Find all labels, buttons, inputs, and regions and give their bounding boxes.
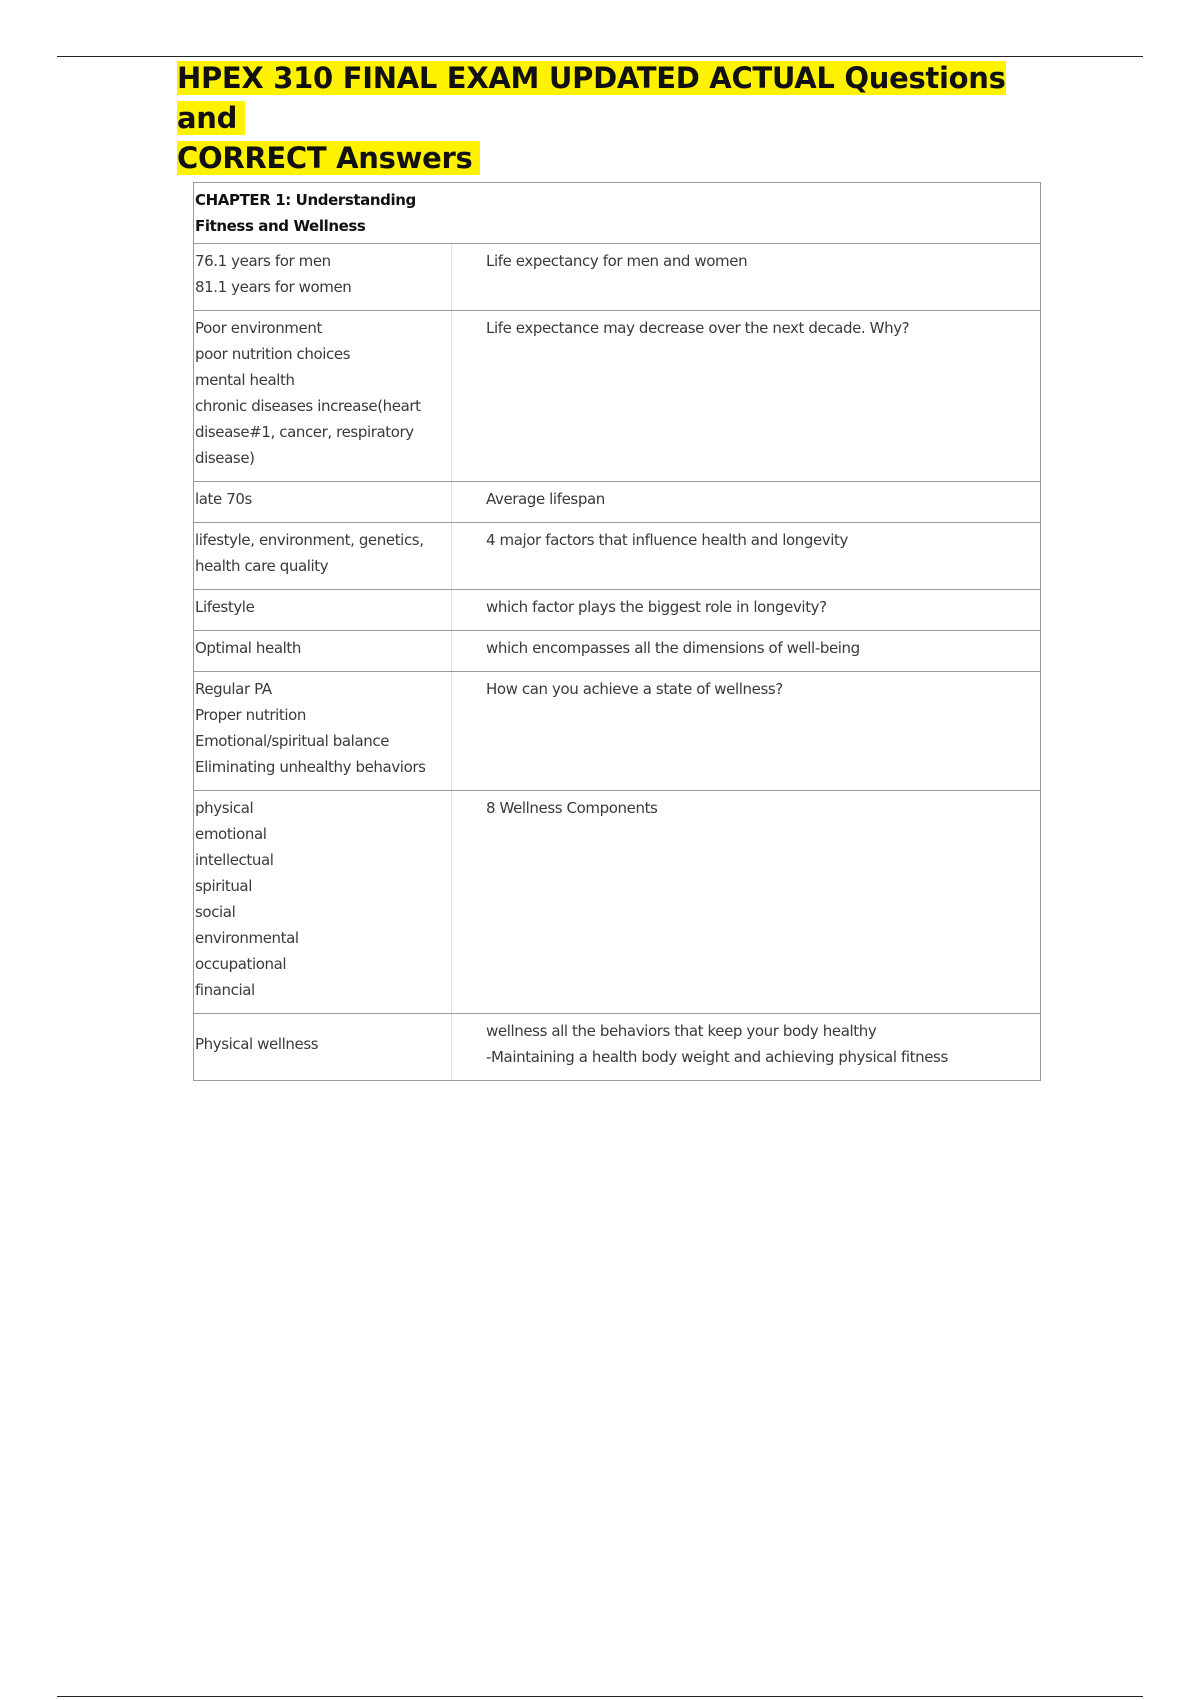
question-line: Life expectancy for men and women — [486, 252, 748, 270]
question-line: wellness all the behaviors that keep your body healthy — [486, 1022, 877, 1040]
answer-line: Eliminating unhealthy behaviors — [195, 758, 426, 776]
question-line: which factor plays the biggest role in longevity? — [486, 598, 827, 616]
answer-line: Regular PA — [195, 680, 272, 698]
answer-cell — [194, 482, 452, 523]
answer-line: Proper nutrition — [195, 706, 307, 724]
answer-line: chronic diseases increase(heart — [195, 397, 421, 415]
answer-line: social — [195, 903, 236, 921]
chapter-heading-line-2: Fitness and Wellness — [195, 217, 366, 235]
answer-line: poor nutrition choices — [195, 345, 351, 363]
title-line-1: HPEX 310 FINAL EXAM UPDATED ACTUAL Questions and — [177, 61, 1006, 135]
answer-cell — [194, 523, 452, 590]
answer-cell — [194, 244, 452, 311]
answer-line: mental health — [195, 371, 295, 389]
question-cell — [452, 590, 1041, 631]
answer-line: occupational — [195, 955, 287, 973]
answer-line: 81.1 years for women — [195, 278, 352, 296]
answer-line: Emotional/spiritual balance — [195, 732, 390, 750]
table-row — [194, 311, 1041, 482]
answer-line: Physical wellness — [195, 1035, 319, 1053]
answer-line: environmental — [195, 929, 299, 947]
answer-line: health care quality — [195, 557, 329, 575]
question-cell — [452, 672, 1041, 791]
table-row — [194, 1014, 1041, 1081]
answer-cell — [194, 631, 452, 672]
table-row — [194, 791, 1041, 1014]
question-line: 8 Wellness Components — [486, 799, 658, 817]
chapter-heading — [194, 183, 1041, 244]
question-line: Average lifespan — [486, 490, 605, 508]
answer-cell — [194, 311, 452, 482]
question-cell — [452, 791, 1041, 1014]
answer-cell — [194, 672, 452, 791]
answer-line: spiritual — [195, 877, 252, 895]
answer-cell — [194, 1014, 452, 1081]
chapter-heading-line-1: CHAPTER 1: Understanding — [195, 191, 416, 209]
question-line: How can you achieve a state of wellness? — [486, 680, 783, 698]
title-line-2: CORRECT Answers — [177, 141, 480, 175]
table-row — [194, 631, 1041, 672]
qa-table — [193, 182, 1041, 1081]
answer-line: lifestyle, environment, genetics, — [195, 531, 424, 549]
bottom-rule — [57, 1696, 1143, 1697]
answer-line: Lifestyle — [195, 598, 255, 616]
question-cell — [452, 482, 1041, 523]
answer-cell — [194, 590, 452, 631]
table-row — [194, 523, 1041, 590]
document-title — [177, 58, 1057, 178]
answer-line: late 70s — [195, 490, 252, 508]
answer-line: disease) — [195, 449, 255, 467]
table-row — [194, 590, 1041, 631]
question-line: Life expectance may decrease over the next decade. Why? — [486, 319, 910, 337]
table-row — [194, 482, 1041, 523]
chapter-header-row — [194, 183, 1041, 244]
answer-line: 76.1 years for men — [195, 252, 331, 270]
answer-line: disease#1, cancer, respiratory — [195, 423, 414, 441]
table-row — [194, 244, 1041, 311]
answer-line: Optimal health — [195, 639, 301, 657]
question-cell — [452, 631, 1041, 672]
question-line: which encompasses all the dimensions of well-being — [486, 639, 860, 657]
answer-line: physical — [195, 799, 254, 817]
question-cell — [452, 523, 1041, 590]
top-rule — [57, 56, 1143, 57]
answer-line: emotional — [195, 825, 267, 843]
question-line: 4 major factors that influence health and longevity — [486, 531, 849, 549]
table-row — [194, 672, 1041, 791]
answer-line: intellectual — [195, 851, 274, 869]
question-cell — [452, 244, 1041, 311]
question-line: -Maintaining a health body weight and achieving physical fitness — [486, 1048, 948, 1066]
question-cell — [452, 311, 1041, 482]
answer-line: Poor environment — [195, 319, 322, 337]
answer-line: financial — [195, 981, 255, 999]
answer-cell — [194, 791, 452, 1014]
question-cell — [452, 1014, 1041, 1081]
